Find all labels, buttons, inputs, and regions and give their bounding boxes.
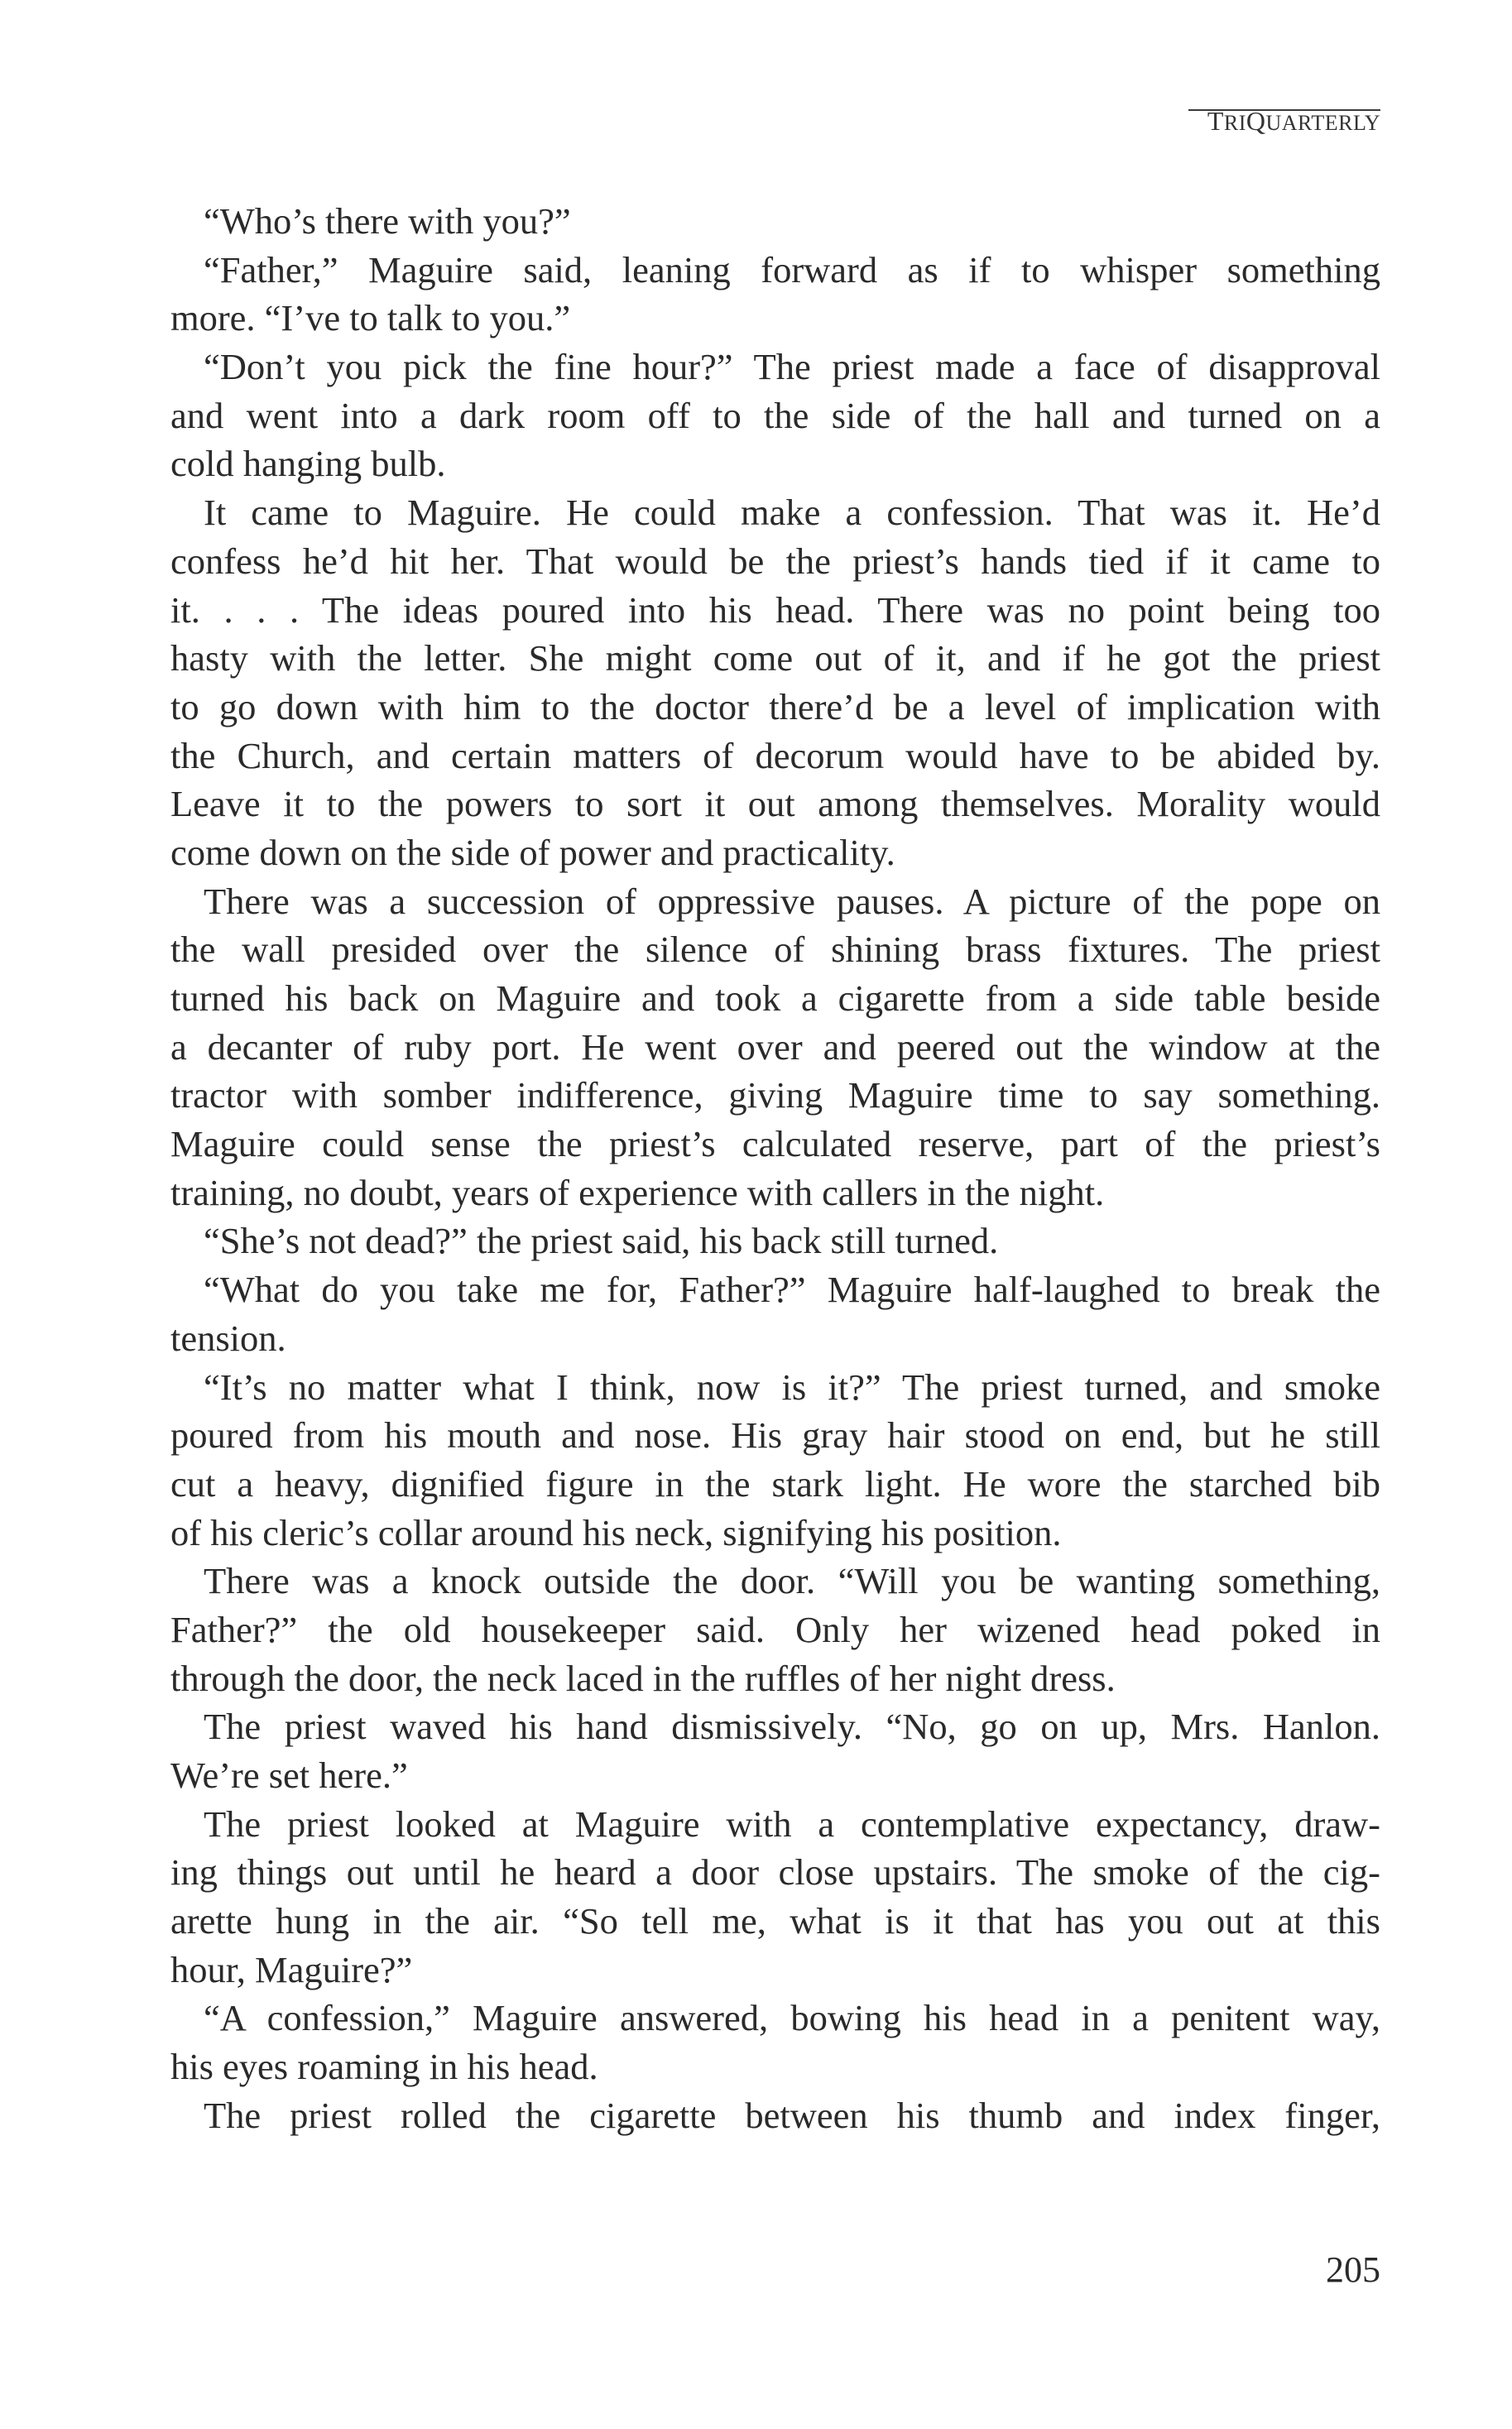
text-line: cut a heavy, dignified figure in the stark light. He wore the starched bib [170,1462,1380,1505]
text-line: “Father,” Maguire said, leaning forward as if to whisper something [204,248,1380,290]
text-line: it. . . . The ideas poured into his head. There was no point being too [170,588,1380,631]
running-head: TRIQUARTERLY [1207,106,1380,136]
text-line: a decanter of ruby port. He went over and peered out the window at the [170,1025,1380,1068]
text-line: come down on the side of power and practicality. [170,831,895,873]
text-line: to go down with him to the doctor there’d be a level of implication with [170,685,1380,727]
text-line: hasty with the letter. She might come out of it, and if he got the priest [170,637,1380,679]
text-line: cold hanging bulb. [170,443,446,485]
text-line: There was a knock outside the door. “Will you be wanting something, [204,1560,1380,1602]
text-line: hour, Maguire?” [170,1948,413,1990]
text-line: and went into a dark room off to the side of the hall and turned on a [170,394,1380,436]
text-line: “It’s no matter what I think, now is it?” The priest turned, and smoke [204,1366,1380,1408]
text-line: Father?” the old housekeeper said. Only her wizened head poked in [170,1608,1380,1650]
text-line: “A confession,” Maguire answered, bowing his head in a penitent way, [204,1997,1380,2039]
text-line: training, no doubt, years of experience with callers in the night. [170,1171,1105,1213]
body-text [170,197,1380,2140]
text-line: ing things out until he heard a door close upstairs. The smoke of the cig- [170,1851,1380,1894]
text-line: “What do you take me for, Father?” Maguire half-laughed to break the [204,1269,1380,1311]
text-line: arette hung in the air. “So tell me, what is it that has you out at this [170,1900,1380,1942]
text-line: The priest looked at Maguire with a contemplative expectancy, draw- [204,1803,1380,1845]
text-line: tension. [170,1317,286,1359]
text-line: “Don’t you pick the fine hour?” The priest made a face of disapproval [204,346,1380,388]
text-line: poured from his mouth and nose. His gray hair stood on end, but he still [170,1414,1380,1457]
text-line: tractor with somber indifference, giving Maguire time to say something. [170,1074,1380,1116]
text-line: more. “I’ve to talk to you.” [170,297,571,339]
text-line: turned his back on Maguire and took a cigarette from a side table beside [170,977,1380,1019]
text-line: “She’s not dead?” the priest said, his back still turned. [204,1220,999,1262]
text-line: The priest waved his hand dismissively. “No, go on up, Mrs. Hanlon. [204,1706,1380,1748]
text-line: his eyes roaming in his head. [170,2046,598,2088]
text-line: Maguire could sense the priest’s calculated reserve, part of the priest’s [170,1123,1380,1165]
text-line: the Church, and certain matters of decorum would have to be abided by. [170,734,1380,776]
text-line: the wall presided over the silence of shining brass fixtures. The priest [170,929,1380,971]
text-line: of his cleric’s collar around his neck, signifying his position. [170,1511,1062,1553]
text-line: We’re set here.” [170,1755,408,1796]
text-line: There was a succession of oppressive pauses. A picture of the pope on [204,880,1380,922]
text-line: It came to Maguire. He could make a confession. That was it. He’d [204,492,1380,534]
text-line: The priest rolled the cigarette between his thumb and index finger, [204,2094,1380,2136]
text-line: Leave it to the powers to sort it out among themselves. Morality would [170,783,1380,825]
text-line: through the door, the neck laced in the ruffles of her night dress. [170,1657,1116,1699]
text-line: “Who’s there with you?” [204,200,571,242]
text-line: confess he’d hit her. That would be the priest’s hands tied if it came to [170,540,1380,582]
page-number: 205 [1326,2249,1380,2290]
